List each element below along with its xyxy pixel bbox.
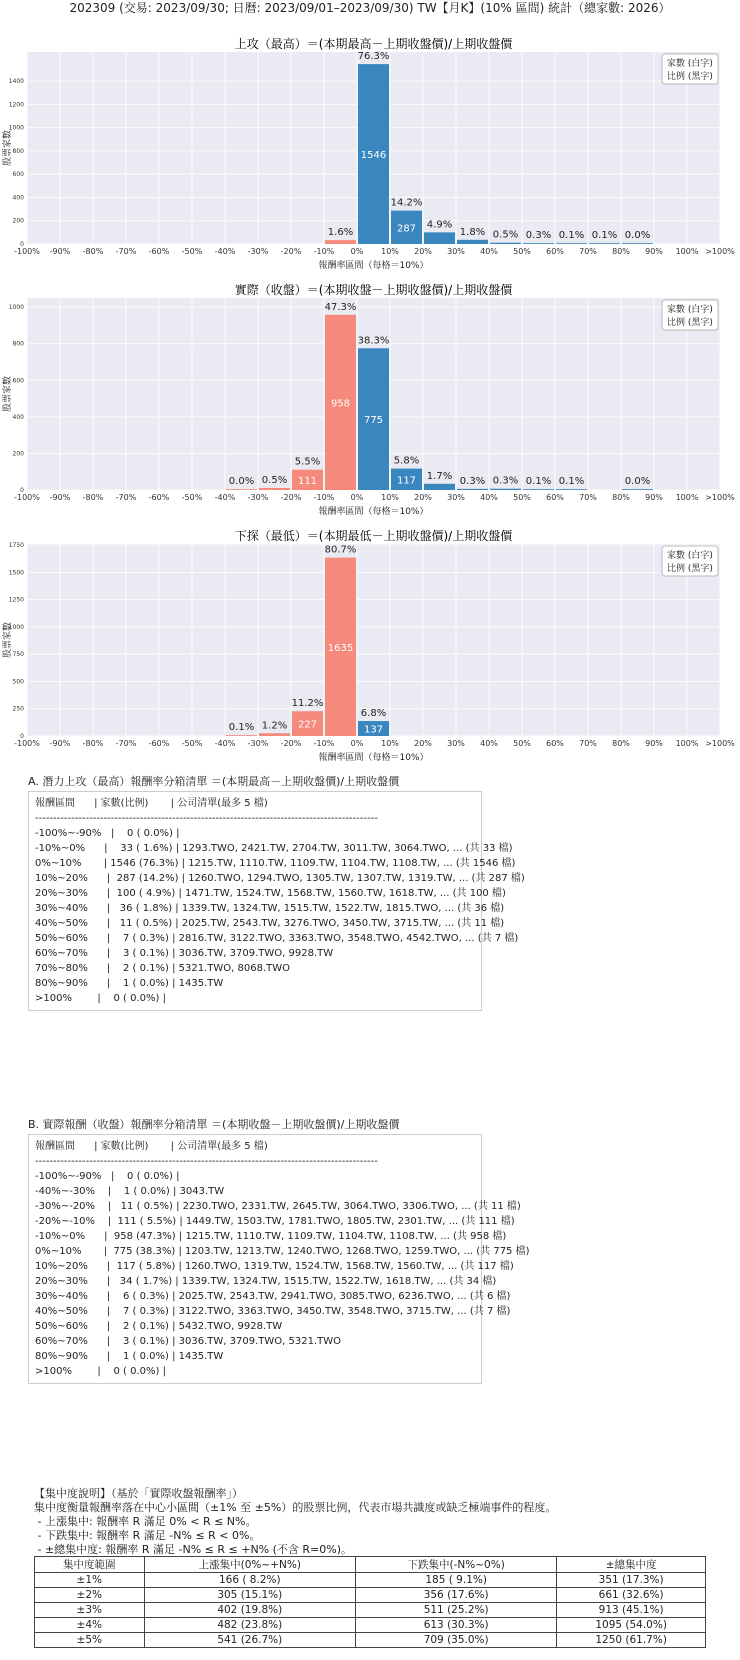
table-row <box>35 1633 706 1648</box>
concentration-bullet: - 上漲集中: 報酬率 R 滿足 0% < R ≤ N%。 <box>34 1515 257 1528</box>
x-tick-label: 10% <box>381 739 399 748</box>
x-tick-label: 90% <box>645 493 663 502</box>
bar-pct-label: 6.8% <box>360 708 387 720</box>
concentration-table <box>34 1556 706 1648</box>
list-line: 80%~90% | 1 ( 0.0%) | 1435.TW <box>35 1351 224 1362</box>
table-cell: 1250 (61.7%) <box>557 1633 706 1648</box>
list-line: 報酬區間 | 家數(比例) | 公司清單(最多 5 檔) <box>35 798 268 809</box>
y-axis-label: 股票家數 <box>3 621 13 659</box>
table-cell: 1095 (54.0%) <box>557 1618 706 1633</box>
bar-pct-label: 1.6% <box>327 227 354 239</box>
list-line: 30%~40% | 6 ( 0.3%) | 2025.TW, 2543.TW, 2941.TWO, 3085.TWO, 6236.TWO, ... (共 6 檔) <box>35 1291 511 1302</box>
bar-pct-label: 1.8% <box>459 226 486 238</box>
bar-count-label: 958 <box>330 398 351 410</box>
x-tick-label: -50% <box>181 493 203 502</box>
bar-pct-label: 11.2% <box>291 698 324 710</box>
chart-svg <box>0 34 740 280</box>
x-tick-label: 40% <box>480 739 498 748</box>
x-tick-label: 10% <box>381 247 399 256</box>
bar-pct-label: 0.1% <box>228 722 255 734</box>
bar-pct-label: 0.1% <box>558 230 585 242</box>
x-tick-label: -100% <box>14 739 40 748</box>
x-tick-label: 90% <box>645 247 663 256</box>
y-tick-label: 500 <box>12 678 24 686</box>
x-tick-label: -10% <box>313 739 335 748</box>
x-tick-label: 40% <box>480 247 498 256</box>
bar-pct-label: 1.2% <box>261 720 288 732</box>
table-cell: ±1% <box>35 1573 145 1588</box>
bar <box>457 240 488 244</box>
list-line: 20%~30% | 34 ( 1.7%) | 1339.TW, 1324.TW, 1515.TW, 1522.TW, 1618.TW, ... (共 34 檔) <box>35 1276 497 1287</box>
list-line: 10%~20% | 287 (14.2%) | 1260.TWO, 1294.TWO, 1305.TW, 1307.TW, 1319.TW, ... (共 287 檔) <box>35 873 525 884</box>
bar-count-label: 117 <box>396 475 417 487</box>
x-tick-label: 70% <box>579 493 597 502</box>
bar-pct-label: 0.0% <box>624 230 651 242</box>
list-line: -20%~-10% | 111 ( 5.5%) | 1449.TW, 1503.TW, 1781.TWO, 1805.TW, 2301.TW, ... (共 111 檔) <box>35 1216 515 1227</box>
chart-svg <box>0 280 740 526</box>
x-tick-label: 0% <box>350 493 364 502</box>
x-tick-label: -20% <box>280 493 302 502</box>
list-line: 70%~80% | 2 ( 0.1%) | 5321.TWO, 8068.TWO <box>35 963 290 974</box>
x-tick-label: >100% <box>705 493 735 502</box>
bar <box>556 489 587 490</box>
x-tick-label: -10% <box>313 247 335 256</box>
x-tick-label: 20% <box>414 247 432 256</box>
list-line: 40%~50% | 11 ( 0.5%) | 2025.TW, 2543.TW, 3276.TWO, 3450.TW, 3715.TW, ... (共 11 檔) <box>35 918 505 929</box>
table-cell: 402 (19.8%) <box>144 1603 355 1618</box>
x-tick-label: 40% <box>480 493 498 502</box>
table-row <box>35 1618 706 1633</box>
y-tick-label: 1250 <box>8 596 24 604</box>
legend-box <box>662 54 718 84</box>
y-tick-label: 200 <box>12 450 24 458</box>
bar-pct-label: 0.1% <box>591 230 618 242</box>
x-tick-label: -100% <box>14 247 40 256</box>
x-tick-label: 100% <box>675 493 699 502</box>
bar-count-label: 1635 <box>327 642 354 654</box>
x-tick-label: 70% <box>579 739 597 748</box>
x-tick-label: -60% <box>148 739 170 748</box>
list-line: 50%~60% | 2 ( 0.1%) | 5432.TWO, 9928.TW <box>35 1321 283 1332</box>
legend-line: 家數 (白字) <box>667 305 713 315</box>
list-line: 80%~90% | 1 ( 0.0%) | 1435.TW <box>35 978 224 989</box>
section-a-title: A. 潛力上攻（最高）報酬率分箱清單 ＝(本期最高－上期收盤價)/上期收盤價 <box>28 775 400 788</box>
chart-title: 下探（最低）＝(本期最低－上期收盤價)/上期收盤價 <box>234 529 513 543</box>
table-header-row <box>35 1557 706 1573</box>
table-header-cell: 上漲集中(0%~+N%) <box>144 1557 355 1573</box>
chart-title: 實際（收盤）＝(本期收盤－上期收盤價)/上期收盤價 <box>234 283 513 297</box>
table-cell: 305 (15.1%) <box>144 1588 355 1603</box>
table-cell: 913 (45.1%) <box>557 1603 706 1618</box>
x-tick-label: >100% <box>705 739 735 748</box>
legend-line: 比例 (黑字) <box>667 318 713 328</box>
bar <box>523 489 554 490</box>
table-cell: ±5% <box>35 1633 145 1648</box>
concentration-title: 【集中度說明】（基於「實際收盤報酬率」） <box>34 1487 243 1500</box>
y-axis-label: 股票家數 <box>3 375 13 413</box>
table-cell: 511 (25.2%) <box>356 1603 557 1618</box>
concentration-notes <box>34 1487 556 1557</box>
table-row <box>35 1573 706 1588</box>
x-tick-label: 60% <box>546 739 564 748</box>
y-tick-label: 600 <box>12 377 24 385</box>
bar-pct-label: 0.1% <box>558 476 585 488</box>
x-tick-label: 10% <box>381 493 399 502</box>
y-tick-label: 1000 <box>8 304 24 312</box>
x-tick-label: -40% <box>214 247 236 256</box>
concentration-desc: 集中度衡量報酬率落在中心小區間（±1% 至 ±5%）的股票比例，代表市場共識度或缺乏極端事件的程度。 <box>34 1501 557 1514</box>
x-tick-label: 100% <box>675 247 699 256</box>
y-tick-label: 800 <box>12 340 24 348</box>
bar-pct-label: 80.7% <box>324 544 357 556</box>
x-tick-label: -60% <box>148 247 170 256</box>
x-tick-label: -50% <box>181 247 203 256</box>
bar <box>523 243 554 244</box>
x-tick-label: 50% <box>513 739 531 748</box>
x-tick-label: -60% <box>148 493 170 502</box>
bar-pct-label: 0.0% <box>228 476 255 488</box>
table-row <box>35 1603 706 1618</box>
x-axis-label: 報酬率區間（每格＝10%） <box>318 507 429 517</box>
chart-upside-high <box>0 34 740 280</box>
list-line: ----------------------------------------------------------------------------------------------- <box>35 813 378 824</box>
x-tick-label: -80% <box>82 739 104 748</box>
x-tick-label: 20% <box>414 739 432 748</box>
y-tick-label: 750 <box>12 651 24 659</box>
x-tick-label: -80% <box>82 247 104 256</box>
bar-count-label: 111 <box>297 475 318 487</box>
table-cell: ±3% <box>35 1603 145 1618</box>
table-cell: 541 (26.7%) <box>144 1633 355 1648</box>
bar-count-label: 227 <box>297 719 318 731</box>
table-cell: 661 (32.6%) <box>557 1588 706 1603</box>
y-tick-label: 1400 <box>8 78 24 86</box>
x-tick-label: 50% <box>513 247 531 256</box>
table-header-cell: 下跌集中(-N%~0%) <box>356 1557 557 1573</box>
bar-pct-label: 76.3% <box>357 51 390 63</box>
x-tick-label: 20% <box>414 493 432 502</box>
bar-pct-label: 0.3% <box>492 475 519 487</box>
list-line: 報酬區間 | 家數(比例) | 公司清單(最多 5 檔) <box>35 1141 268 1152</box>
x-tick-label: 0% <box>350 739 364 748</box>
bar-pct-label: 4.9% <box>426 219 453 231</box>
list-line: -10%~0% | 958 (47.3%) | 1215.TW, 1110.TW, 1109.TW, 1104.TW, 1108.TW, ... (共 958 檔) <box>35 1231 507 1242</box>
x-tick-label: -30% <box>247 247 269 256</box>
y-tick-label: 1000 <box>8 623 24 631</box>
legend-line: 家數 (白字) <box>667 59 713 69</box>
list-line: >100% | 0 ( 0.0%) | <box>35 993 166 1004</box>
bar-count-label: 287 <box>396 223 417 235</box>
legend-line: 比例 (黑字) <box>667 72 713 82</box>
bar <box>556 243 587 244</box>
x-tick-label: -40% <box>214 739 236 748</box>
list-line: 0%~10% | 1546 (76.3%) | 1215.TW, 1110.TW, 1109.TW, 1104.TW, 1108.TW, ... (共 1546 檔) <box>35 858 516 869</box>
x-tick-label: 50% <box>513 493 531 502</box>
bar-pct-label: 14.2% <box>390 197 423 209</box>
concentration-bullet: - 下跌集中: 報酬率 R 滿足 -N% ≤ R < 0%。 <box>34 1529 261 1542</box>
bar-count-label: 1546 <box>360 150 387 162</box>
x-tick-label: -30% <box>247 739 269 748</box>
table-cell: 482 (23.8%) <box>144 1618 355 1633</box>
list-line: 0%~10% | 775 (38.3%) | 1203.TW, 1213.TW, 1240.TWO, 1268.TWO, 1259.TWO, ... (共 775 檔) <box>35 1246 530 1257</box>
table-cell: 613 (30.3%) <box>356 1618 557 1633</box>
x-tick-label: -90% <box>49 739 71 748</box>
x-tick-label: -90% <box>49 247 71 256</box>
bar <box>424 484 455 490</box>
list-line: 30%~40% | 36 ( 1.8%) | 1339.TW, 1324.TW, 1515.TW, 1522.TW, 1815.TWO, ... (共 36 檔) <box>35 903 505 914</box>
table-cell: 185 ( 9.1%) <box>356 1573 557 1588</box>
bar <box>226 489 257 490</box>
x-tick-label: 80% <box>612 493 630 502</box>
y-tick-label: 600 <box>12 171 24 179</box>
legend-line: 比例 (黑字) <box>667 564 713 574</box>
table-cell: ±2% <box>35 1588 145 1603</box>
y-axis-label: 股票家數 <box>3 129 13 167</box>
bar-pct-label: 0.3% <box>459 475 486 487</box>
x-tick-label: 0% <box>350 247 364 256</box>
bar <box>259 488 290 490</box>
y-tick-label: 1750 <box>8 542 24 550</box>
y-tick-label: 250 <box>12 705 24 713</box>
table-cell: 166 ( 8.2%) <box>144 1573 355 1588</box>
x-tick-label: 30% <box>447 493 465 502</box>
chart-downside-low <box>0 526 740 772</box>
chart-svg <box>0 526 740 772</box>
x-tick-label: 60% <box>546 493 564 502</box>
section-a <box>28 773 525 1011</box>
y-tick-label: 0 <box>20 733 24 740</box>
bar <box>622 243 653 244</box>
bar <box>259 733 290 736</box>
list-line: 60%~70% | 3 ( 0.1%) | 3036.TW, 3709.TWO, 5321.TWO <box>35 1336 341 1347</box>
section-a-list <box>28 791 525 1011</box>
y-tick-label: 0 <box>20 241 24 248</box>
list-line: 40%~50% | 7 ( 0.3%) | 3122.TWO, 3363.TWO, 3450.TW, 3548.TWO, 3715.TW, ... (共 7 檔) <box>35 1306 511 1317</box>
list-line: 10%~20% | 117 ( 5.8%) | 1260.TWO, 1319.TW, 1524.TW, 1568.TW, 1560.TW, ... (共 117 檔) <box>35 1261 514 1272</box>
y-tick-label: 1500 <box>8 569 24 577</box>
table-cell: 709 (35.0%) <box>356 1633 557 1648</box>
table-cell: ±4% <box>35 1618 145 1633</box>
x-tick-label: -90% <box>49 493 71 502</box>
bar-pct-label: 0.3% <box>525 230 552 242</box>
page-header: 202309 (交易: 2023/09/30; 日曆: 2023/09/01–2023/09/30) TW【月K】(10% 區間) 統計（總家數: 2026） <box>69 1 671 15</box>
section-b-title: B. 實際報酬（收盤）報酬率分箱清單 ＝(本期收盤－上期收盤價)/上期收盤價 <box>28 1118 400 1131</box>
y-tick-label: 1000 <box>8 124 24 132</box>
x-tick-label: -20% <box>280 739 302 748</box>
bar-pct-label: 38.3% <box>357 335 390 347</box>
x-tick-label: 30% <box>447 247 465 256</box>
bar-pct-label: 0.5% <box>492 229 519 241</box>
legend-box <box>662 300 718 330</box>
list-line: >100% | 0 ( 0.0%) | <box>35 1366 166 1377</box>
list-line: -40%~-30% | 1 ( 0.0%) | 3043.TW <box>35 1186 225 1197</box>
x-tick-label: 80% <box>612 247 630 256</box>
x-tick-label: -50% <box>181 739 203 748</box>
y-tick-label: 400 <box>12 194 24 202</box>
bar-pct-label: 5.5% <box>294 456 321 468</box>
legend-box <box>662 546 718 576</box>
table-cell: 356 (17.6%) <box>356 1588 557 1603</box>
bar <box>424 232 455 244</box>
bar-pct-label: 47.3% <box>324 301 357 313</box>
bar <box>490 243 521 244</box>
x-tick-label: -80% <box>82 493 104 502</box>
x-tick-label: 100% <box>675 739 699 748</box>
section-b-list <box>28 1134 530 1384</box>
concentration-bullet: - ±總集中度: 報酬率 R 滿足 -N% ≤ R ≤ +N% (不含 R=0%)。 <box>34 1543 353 1556</box>
x-tick-label: -10% <box>313 493 335 502</box>
legend-line: 家數 (白字) <box>667 551 713 561</box>
x-axis-label: 報酬率區間（每格＝10%） <box>318 753 429 763</box>
list-line: 60%~70% | 3 ( 0.1%) | 3036.TW, 3709.TWO, 9928.TW <box>35 948 334 959</box>
table-header-cell: ±總集中度 <box>557 1557 706 1573</box>
x-tick-label: 70% <box>579 247 597 256</box>
y-tick-label: 1200 <box>8 101 24 109</box>
bar-pct-label: 0.0% <box>624 476 651 488</box>
section-b <box>28 1116 530 1384</box>
x-tick-label: 60% <box>546 247 564 256</box>
list-line: 20%~30% | 100 ( 4.9%) | 1471.TW, 1524.TW, 1568.TW, 1560.TW, 1618.TW, ... (共 100 檔) <box>35 888 506 899</box>
x-tick-label: -100% <box>14 493 40 502</box>
table-header-cell: 集中度範圍 <box>35 1557 145 1573</box>
table-cell: 351 (17.3%) <box>557 1573 706 1588</box>
bar-count-label: 775 <box>363 415 384 427</box>
y-tick-label: 800 <box>12 147 24 155</box>
x-tick-label: 90% <box>645 739 663 748</box>
x-tick-label: -70% <box>115 247 137 256</box>
table-row <box>35 1588 706 1603</box>
x-tick-label: -30% <box>247 493 269 502</box>
list-line: -100%~-90% | 0 ( 0.0%) | <box>35 1171 180 1182</box>
y-tick-label: 200 <box>12 217 24 225</box>
x-tick-label: >100% <box>705 247 735 256</box>
x-tick-label: 30% <box>447 739 465 748</box>
x-axis-label: 報酬率區間（每格＝10%） <box>318 261 429 271</box>
bar-count-label: 137 <box>363 724 384 736</box>
list-line: -10%~0% | 33 ( 1.6%) | 1293.TWO, 2421.TW, 2704.TW, 3011.TW, 3064.TWO, ... (共 33 檔) <box>35 843 513 854</box>
chart-title: 上攻（最高）＝(本期最高－上期收盤價)/上期收盤價 <box>234 37 513 51</box>
bar-pct-label: 0.5% <box>261 474 288 486</box>
bar-pct-label: 0.1% <box>525 476 552 488</box>
list-line: 50%~60% | 7 ( 0.3%) | 2816.TW, 3122.TWO, 3363.TWO, 3548.TWO, 4542.TWO, ... (共 7 檔) <box>35 933 519 944</box>
y-tick-label: 400 <box>12 413 24 421</box>
list-line: -100%~-90% | 0 ( 0.0%) | <box>35 828 180 839</box>
list-line: -30%~-20% | 11 ( 0.5%) | 2230.TWO, 2331.TW, 2645.TW, 3064.TWO, 3306.TWO, ... (共 11 檔) <box>35 1201 521 1212</box>
list-line: ----------------------------------------------------------------------------------------------- <box>35 1156 378 1167</box>
chart-actual-close <box>0 280 740 526</box>
bar-pct-label: 1.7% <box>426 470 453 482</box>
bar <box>622 489 653 490</box>
bar-pct-label: 5.8% <box>393 455 420 467</box>
x-tick-label: -20% <box>280 247 302 256</box>
bar <box>589 243 620 244</box>
bar <box>457 489 488 490</box>
bar <box>325 240 356 244</box>
x-tick-label: -40% <box>214 493 236 502</box>
y-tick-label: 0 <box>20 487 24 494</box>
x-tick-label: -70% <box>115 739 137 748</box>
bar <box>226 735 257 736</box>
x-tick-label: -70% <box>115 493 137 502</box>
x-tick-label: 80% <box>612 739 630 748</box>
bar <box>490 489 521 490</box>
